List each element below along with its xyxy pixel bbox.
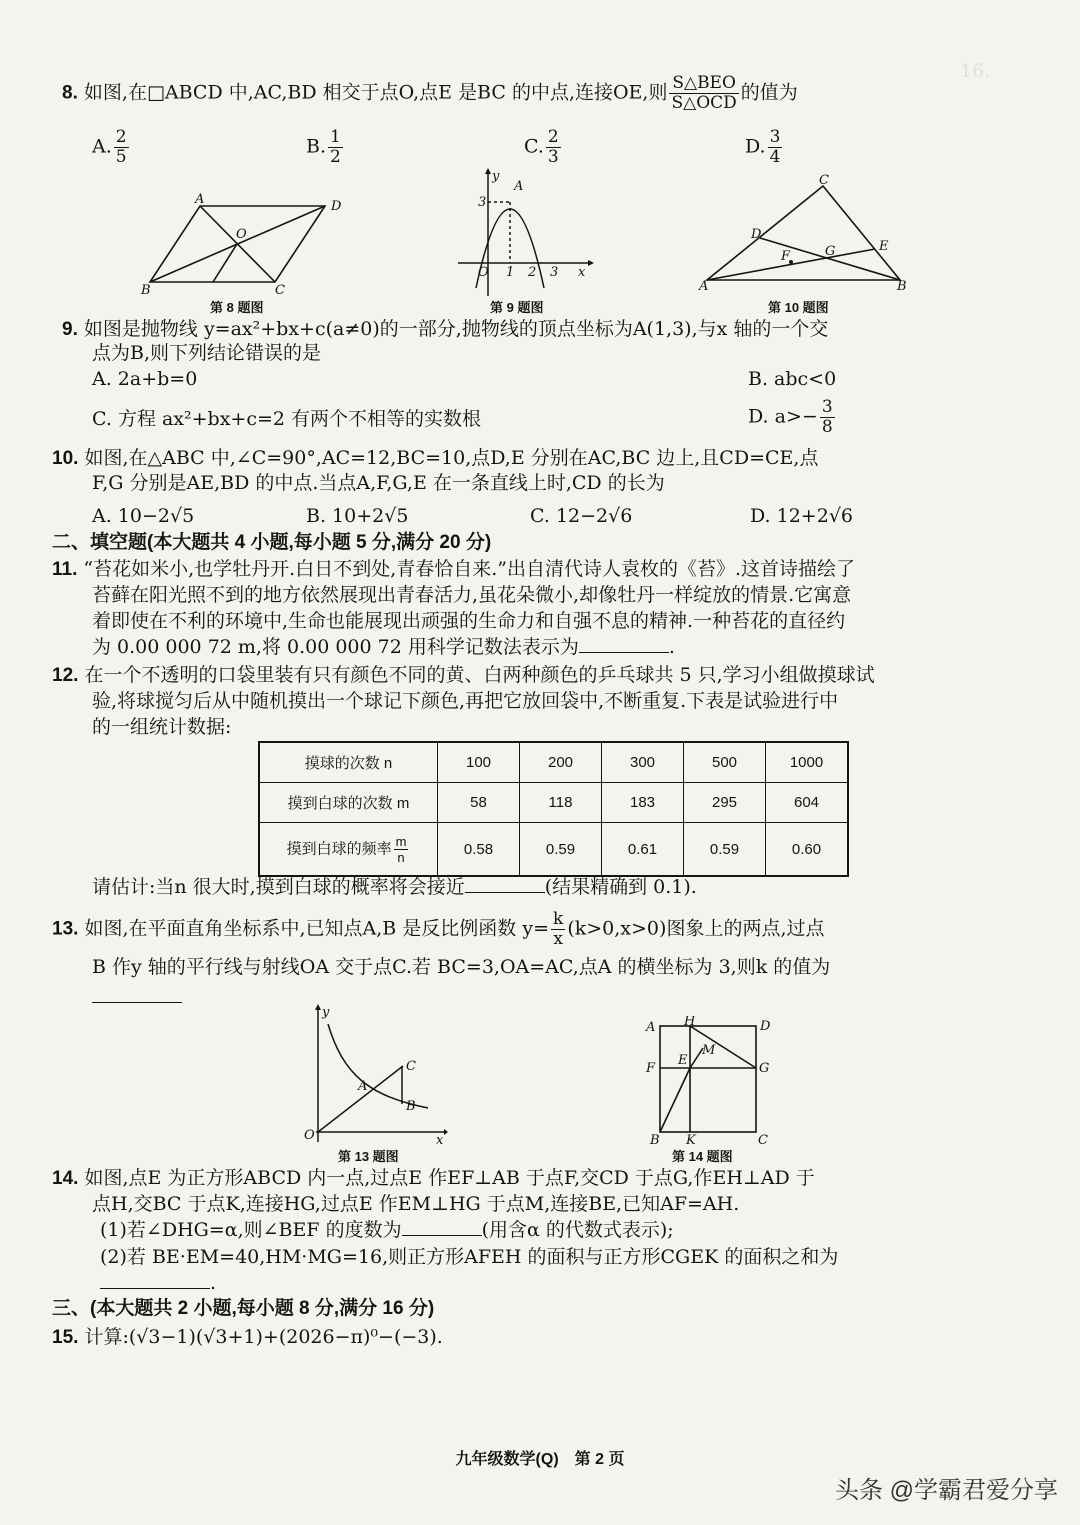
question-number: 13.	[52, 918, 79, 940]
question-10-option-c: C. 12−2√6	[530, 505, 633, 527]
option-label: D.	[745, 135, 766, 158]
table-cell: 0.61	[602, 823, 684, 877]
answer-blank[interactable]	[579, 652, 669, 653]
question-14-line-4: (2)若 BE·EM=40,HM·MG=16,则正方形AFEH 的面积与正方形CGEK 的面积之和为	[100, 1246, 839, 1268]
question-number: 14.	[52, 1168, 79, 1189]
fraction-numerator: 1	[330, 127, 341, 147]
question-10-line-2: F,G 分别是AE,BD 的中点.当点A,F,G,E 在一条直线上时,CD 的长为	[92, 472, 665, 494]
label-f: F	[781, 249, 791, 264]
table-cell: 0.58	[438, 823, 520, 877]
question-text: (1)若∠DHG=α,则∠BEF 的度数为	[100, 1219, 402, 1241]
watermark: 头条 @学霸君爱分享	[834, 1477, 1058, 1504]
question-9-option-a: A. 2a+b=0	[92, 368, 198, 390]
row-header-text: 摸到白球的频率	[286, 839, 392, 857]
question-text: 如图,在△ABC 中,∠C=90°,AC=12,BC=10,点D,E 分别在AC,BC 边上,且CD=CE,点	[84, 447, 819, 469]
bleed-through-mark: 16.	[960, 60, 991, 82]
option-label: C.	[524, 135, 544, 158]
question-12-line-2: 验,将球搅匀后从中随机摸出一个球记下颜色,再把它放回袋中,不断重复.下表是试验进行中	[92, 690, 839, 712]
fraction-denominator: 3	[547, 147, 559, 167]
question-9-option-d	[748, 398, 837, 437]
statistics-table	[258, 741, 849, 877]
tick-1: 1	[506, 265, 515, 280]
label-m: M	[702, 1043, 716, 1058]
question-text: 为 0.00 000 72 m,将 0.00 000 72 用科学记数法表示为	[92, 636, 579, 658]
label-b: B	[406, 1099, 416, 1114]
fraction-denominator: 5	[115, 147, 127, 167]
question-12-line-1	[52, 662, 875, 689]
question-text: (结果精确到 0.1).	[544, 876, 697, 898]
label-f: F	[646, 1061, 656, 1076]
table-cell: 118	[520, 783, 602, 823]
label-h: H	[684, 1016, 696, 1029]
option-fraction	[546, 128, 561, 167]
label-a: A	[358, 1079, 368, 1094]
question-12-line-3: 的一组统计数据:	[92, 716, 232, 738]
question-number: 8.	[62, 82, 78, 104]
question-text: (用含α 的代数式表示);	[481, 1219, 674, 1241]
fraction-numerator: m	[395, 833, 407, 849]
question-11-line-1	[52, 556, 855, 583]
fraction-numerator: 2	[115, 127, 127, 147]
fraction-denominator: x	[553, 929, 563, 949]
y-axis-label: y	[492, 169, 500, 184]
option-fraction	[768, 128, 783, 167]
question-number: 11.	[52, 559, 78, 580]
figure-13-graph	[298, 1004, 448, 1144]
question-8-stem	[62, 74, 798, 113]
figure-9-caption: 第 9 题图	[490, 300, 544, 315]
table-cell: 183	[602, 783, 684, 823]
label-d: D	[331, 199, 342, 214]
table-cell: 200	[520, 742, 602, 783]
fraction-denominator: S△OCD	[671, 93, 737, 113]
fraction-numerator: 2	[547, 127, 559, 147]
table-cell: 58	[438, 783, 520, 823]
table-cell: 604	[766, 783, 849, 823]
option-a	[92, 128, 131, 167]
label-e: E	[879, 239, 889, 254]
option-fraction	[114, 128, 129, 167]
question-number: 10.	[52, 448, 79, 469]
question-text: 如图,在平面直角坐标系中,已知点A,B 是反比例函数 y=	[84, 917, 550, 940]
table-cell: 295	[684, 783, 766, 823]
section-3-heading: 三、(本大题共 2 小题,每小题 8 分,满分 16 分)	[52, 1298, 435, 1319]
fraction-numerator: k	[553, 909, 564, 929]
table-cell: 100	[438, 742, 520, 783]
question-10-option-a: A. 10−2√5	[92, 505, 195, 527]
fraction-numerator: 3	[769, 127, 781, 147]
y-axis-label: y	[322, 1005, 330, 1020]
fraction-denominator: n	[397, 849, 405, 865]
label-c: C	[819, 173, 829, 188]
fraction-numerator: 3	[821, 397, 833, 417]
question-text: (k>0,x>0)图象上的两点,过点	[567, 917, 825, 940]
table-cell: 1000	[766, 742, 849, 783]
fraction-denominator: 2	[330, 147, 341, 167]
figure-13-caption: 第 13 题图	[338, 1149, 399, 1164]
question-text: 请估计:当n 很大时,摸到白球的概率将会接近	[92, 876, 465, 898]
question-14-line-5	[100, 1270, 216, 1296]
table-cell: 0.59	[520, 823, 602, 877]
table-cell: 0.59	[684, 823, 766, 877]
table-cell: 500	[684, 742, 766, 783]
label-b: B	[897, 279, 907, 294]
figure-14-caption: 第 14 题图	[672, 1149, 733, 1164]
question-text: 如图是抛物线 y=ax²+bx+c(a≠0)的一部分,抛物线的顶点坐标为A(1,3),与x 轴的一个交	[83, 318, 829, 340]
question-text: .	[668, 636, 675, 658]
question-text: “苔花如米小,也学牡丹开.白日不到处,青春恰自来.”出自清代诗人袁枚的《苔》.这首诗描绘了	[83, 558, 856, 580]
label-b: B	[141, 283, 151, 298]
answer-blank[interactable]	[100, 1288, 210, 1289]
question-14-line-1	[52, 1165, 815, 1192]
question-text: 在一个不透明的口袋里装有只有颜色不同的黄、白两种颜色的乒乓球共 5 只,学习小组做摸球试	[84, 664, 875, 686]
answer-blank[interactable]	[92, 1002, 182, 1003]
option-label: A.	[92, 135, 112, 158]
option-text: D. a>−	[748, 405, 818, 428]
question-13-answer	[92, 984, 182, 1010]
tick-3: 3	[478, 195, 487, 210]
function-fraction	[551, 910, 565, 949]
section-2-heading: 二、填空题(本大题共 4 小题,每小题 5 分,满分 20 分)	[52, 532, 492, 553]
label-o: O	[236, 227, 247, 242]
frequency-fraction	[394, 834, 409, 865]
label-g: G	[759, 1061, 770, 1076]
question-11-line-3: 着即使在不利的环境中,生命也能展现出顽强的生命力和自强不息的精神.一种苔花的直径约	[92, 610, 846, 632]
x-axis-label: x	[578, 265, 586, 280]
question-text: 如图,点E 为正方形ABCD 内一点,过点E 作EF⊥AB 于点F,交CD 于点G,作EH⊥AD 于	[84, 1167, 815, 1189]
figure-10-caption: 第 10 题图	[768, 300, 829, 315]
option-label: B.	[306, 135, 327, 158]
fraction-denominator: 4	[769, 147, 781, 167]
label-c: C	[406, 1059, 416, 1074]
question-9-option-b: B. abc<0	[748, 368, 837, 390]
question-11-line-4	[92, 634, 675, 660]
fraction-numerator: S△BEO	[669, 74, 738, 94]
label-a: A	[514, 179, 524, 194]
question-9-option-c: C. 方程 ax²+bx+c=2 有两个不相等的实数根	[92, 408, 482, 430]
tick-3-x: 3	[550, 265, 559, 280]
question-12-ask	[92, 874, 697, 900]
label-d: D	[751, 227, 762, 242]
row-header: 摸到白球的次数 m	[259, 783, 438, 823]
question-13-line-1	[52, 910, 824, 949]
question-14-line-3	[100, 1217, 674, 1243]
label-c: C	[275, 283, 285, 298]
row-header	[259, 823, 438, 877]
figure-9-parabola	[450, 168, 595, 300]
question-10-option-b: B. 10+2√5	[306, 505, 409, 527]
table-cell: 300	[602, 742, 684, 783]
question-13-line-2: B 作y 轴的平行线与射线OA 交于点C.若 BC=3,OA=AC,点A 的横坐标为 3,则k 的值为	[92, 956, 831, 978]
page-footer: 九年级数学(Q) 第 2 页	[455, 1451, 625, 1468]
question-14-line-2: 点H,交BC 于点K,连接HG,过点E 作EM⊥HG 于点M,连接BE,已知AF=AH.	[92, 1193, 740, 1215]
question-15	[52, 1324, 443, 1351]
question-number: 15.	[52, 1327, 79, 1348]
option-b	[306, 128, 345, 167]
question-number: 12.	[52, 665, 79, 686]
question-10-option-d: D. 12+2√6	[750, 505, 854, 527]
table-row	[259, 823, 848, 877]
label-o: O	[304, 1128, 315, 1143]
option-fraction	[328, 128, 343, 167]
area-ratio-fraction	[669, 74, 738, 113]
label-o: O	[478, 265, 489, 280]
table-cell: 0.60	[766, 823, 849, 877]
tick-2: 2	[528, 265, 537, 280]
question-9-line-1	[62, 316, 828, 343]
question-10-line-1	[52, 445, 818, 472]
option-c	[524, 128, 563, 167]
label-a: A	[195, 192, 205, 207]
label-k: K	[686, 1133, 696, 1148]
question-text: 的值为	[740, 81, 798, 104]
table-row	[259, 783, 848, 823]
question-text: 如图,在□ABCD 中,AC,BD 相交于点O,点E 是BC 的中点,连接OE,则	[83, 81, 668, 104]
table-row	[259, 742, 848, 783]
answer-blank[interactable]	[402, 1235, 482, 1236]
option-d	[745, 128, 784, 167]
label-g: G	[825, 244, 836, 259]
figure-14-square	[640, 1016, 775, 1148]
label-e: E	[678, 1053, 688, 1068]
label-c: C	[758, 1133, 768, 1148]
x-axis-label: x	[436, 1133, 444, 1144]
answer-blank[interactable]	[465, 892, 545, 893]
fraction-denominator: 8	[821, 417, 833, 437]
question-9-line-2: 点为B,则下列结论错误的是	[92, 342, 322, 364]
figure-8-parallelogram	[135, 190, 360, 300]
question-11-line-2: 苔藓在阳光照不到的地方依然展现出青春活力,虽花朵微小,却像牡丹一样绽放的情景.它寓意	[92, 584, 852, 606]
label-d: D	[760, 1019, 771, 1034]
question-number: 9.	[62, 319, 78, 340]
label-b: B	[650, 1133, 660, 1148]
row-header: 摸球的次数 n	[259, 742, 438, 783]
figure-8-caption: 第 8 题图	[210, 300, 264, 315]
label-a: A	[699, 279, 709, 294]
question-text: .	[210, 1272, 217, 1294]
question-text: 计算:(√3−1)(√3+1)+(2026−π)⁰−(−3).	[84, 1326, 443, 1348]
label-a: A	[646, 1020, 656, 1035]
figure-10-triangle	[695, 172, 920, 294]
option-fraction	[820, 398, 835, 437]
